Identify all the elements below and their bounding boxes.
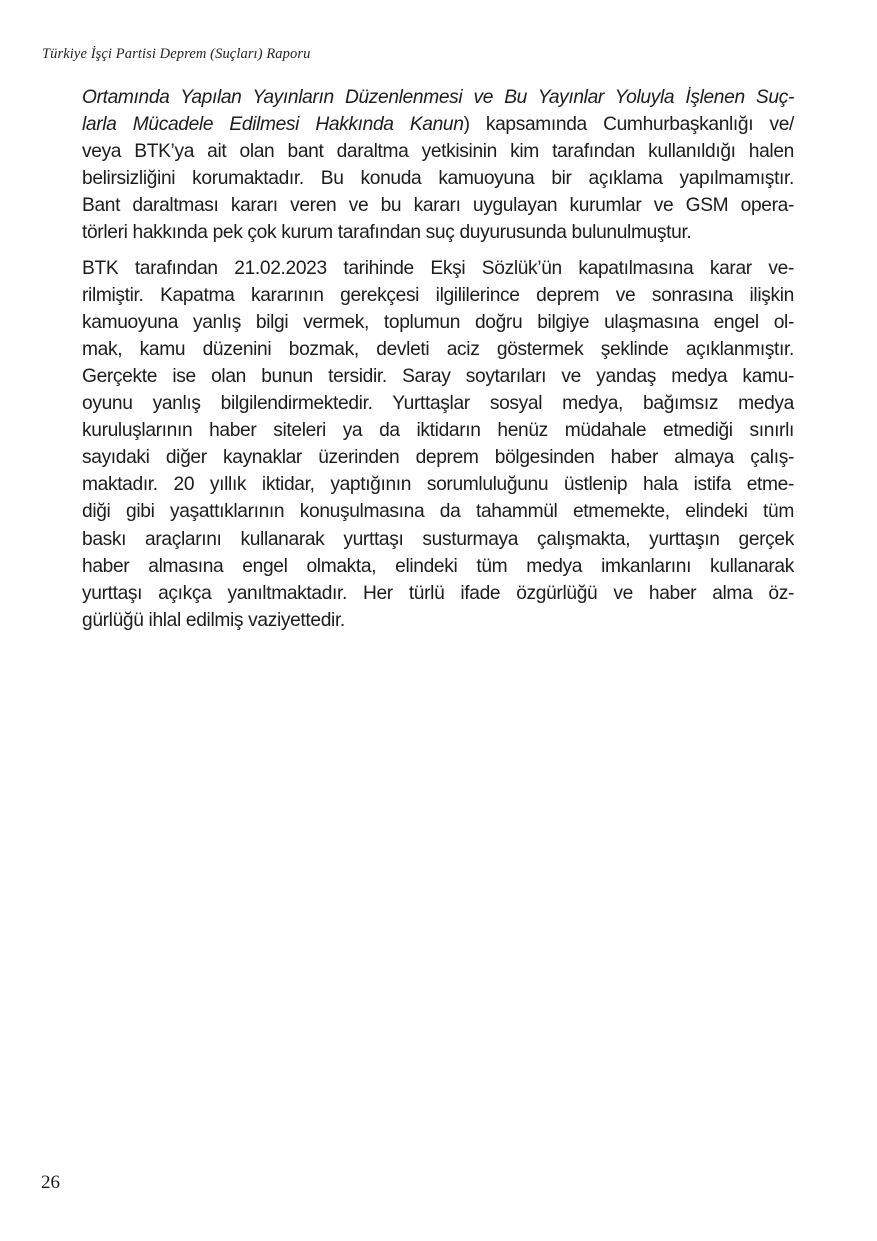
text-line: kamuoyuna yanlış bilgi vermek, toplumun doğru bilgiye ulaşmasına engel ol- <box>82 311 794 333</box>
text-line: Bant daraltması kararı veren ve bu kararı uygulayan kurumlar ve GSM opera- <box>82 195 794 217</box>
text-line: gürlüğü ihlal edilmiş vaziyettedir. <box>82 609 345 631</box>
text-line: haber almasına engel olmakta, elindeki tüm medya imkanlarını kullanarak <box>82 555 794 577</box>
running-header: Türkiye İşçi Partisi Deprem (Suçları) Raporu <box>42 46 311 62</box>
body-text <box>82 84 794 634</box>
text-line: belirsizliğini korumaktadır. Bu konuda kamuoyuna bir açıklama yapılmamıştır. <box>82 168 794 190</box>
text-line: larla Mücadele Edilmesi Hakkında Kanun) kapsamında Cumhurbaşkanlığı ve/ <box>82 114 795 136</box>
text-line: sayıdaki diğer kaynaklar üzerinden deprem bölgesinden haber almaya çalış- <box>82 447 794 469</box>
text-line: rilmiştir. Kapatma kararının gerekçesi ilgililerince deprem ve sonrasına ilişkin <box>82 284 794 306</box>
text-line: diği gibi yaşattıklarının konuşulmasına da tahammül etmemekte, elindeki tüm <box>82 501 794 523</box>
text-line: Ortamında Yapılan Yayınların Düzenlenmesi ve Bu Yayınlar Yoluyla İşlenen Suç- <box>82 87 794 108</box>
text-line: mak, kamu düzenini bozmak, devleti aciz göstermek şeklinde açıklanmıştır. <box>82 338 794 360</box>
text-line: kuruluşlarının haber siteleri ya da iktidarın henüz müdahale etmediği sınırlı <box>82 420 794 442</box>
text-line: Gerçekte ise olan bunun tersidir. Saray soytarıları ve yandaş medya kamu- <box>82 365 794 387</box>
text-line: veya BTK’ya ait olan bant daraltma yetkisinin kim tarafından kullanıldığı halen <box>82 141 794 163</box>
text-line: oyunu yanlış bilgilendirmektedir. Yurttaşlar sosyal medya, bağımsız medya <box>82 393 794 415</box>
text-line: törleri hakkında pek çok kurum tarafından suç duyurusunda bulunulmuştur. <box>82 222 692 244</box>
text-line: BTK tarafından 21.02.2023 tarihinde Ekşi Sözlük’ün kapatılmasına karar ve- <box>82 257 794 279</box>
paragraph-2 <box>82 255 794 634</box>
page-number: 26 <box>41 1172 60 1193</box>
text-line: baskı araçlarını kullanarak yurttaşı susturmaya çalışmakta, yurttaşın gerçek <box>82 528 794 550</box>
paragraph-1 <box>82 84 794 247</box>
text-line: yurttaşı açıkça yanıltmaktadır. Her türlü ifade özgürlüğü ve haber alma öz- <box>82 582 794 604</box>
law-title-italic: larla Mücadele Edilmesi Hakkında Kanun <box>82 114 464 136</box>
text-line: maktadır. 20 yıllık iktidar, yaptığının sorumluluğunu üstlenip hala istifa etme- <box>82 474 794 496</box>
